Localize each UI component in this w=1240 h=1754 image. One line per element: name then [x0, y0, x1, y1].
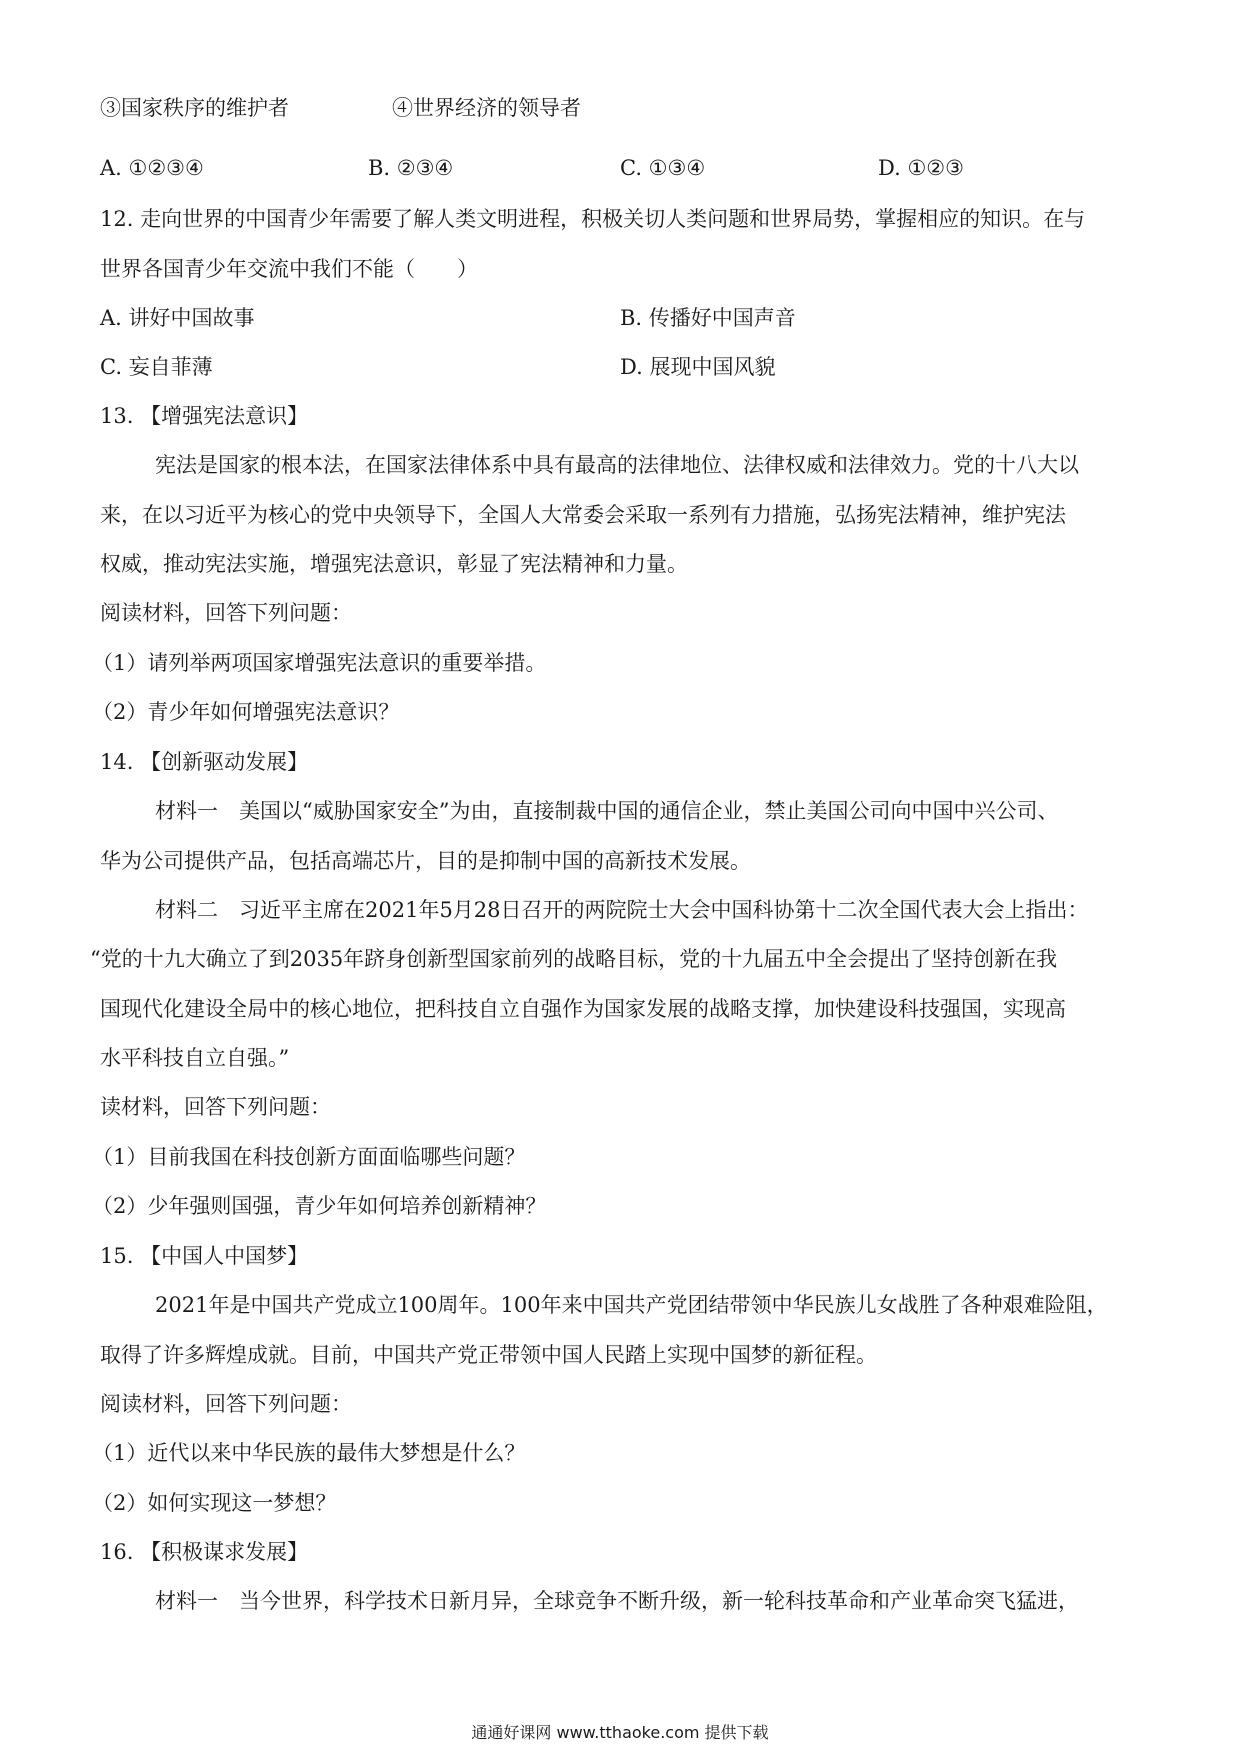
q13-title: 13. 【增强宪法意识】 [100, 404, 309, 428]
q11-option-d: D. ①②③ [878, 156, 964, 180]
q15-question-2: （2）如何实现这一梦想？ [92, 1491, 337, 1515]
q15-material-line-2: 取得了许多辉煌成就。目前，中国共产党正带领中国人民踏上实现中国梦的新征程。 [100, 1343, 877, 1367]
q11-option-b: B. ②③④ [368, 156, 454, 180]
q14-question-2: （2）少年强则国强，青少年如何培养创新精神？ [92, 1194, 547, 1218]
q12-option-a: A. 讲好中国故事 [100, 306, 255, 330]
q13-prompt: 阅读材料，回答下列问题： [100, 601, 352, 625]
q14-material2-line-2: “党的十九大确立了到2035年跻身创新型国家前列的战略目标，党的十九届五中全会提出了坚持创新在我 [90, 947, 1058, 971]
q14-prompt: 读材料，回答下列问题： [100, 1095, 331, 1119]
q15-question-1: （1）近代以来中华民族的最伟大梦想是什么？ [92, 1441, 526, 1465]
q14-material1-line-1: 材料一 美国以“威胁国家安全”为由，直接制裁中国的通信企业，禁止美国公司向中国中兴公司、 [155, 799, 1059, 823]
q13-material-line-1: 宪法是国家的根本法，在国家法律体系中具有最高的法律地位、法律权威和法律效力。党的十八大以 [155, 453, 1079, 477]
q14-material2-line-4: 水平科技自立自强。” [100, 1046, 290, 1070]
q12-stem-line-1: 12. 走向世界的中国青少年需要了解人类文明进程，积极关切人类问题和世界局势，掌握相应的知识。在与 [100, 207, 1086, 231]
q16-title: 16. 【积极谋求发展】 [100, 1540, 309, 1564]
q12-option-b: B. 传播好中国声音 [620, 306, 796, 330]
q12-option-c: C. 妄自菲薄 [100, 355, 213, 379]
q11-item-3: ③国家秩序的维护者 [100, 96, 289, 120]
q13-question-2: （2）青少年如何增强宪法意识？ [92, 700, 400, 724]
q14-material1-line-2: 华为公司提供产品，包括高端芯片，目的是抑制中国的高新技术发展。 [100, 849, 751, 873]
q16-material1-line-1: 材料一 当今世界，科学技术日新月异，全球竞争不断升级，新一轮科技革命和产业革命突飞猛进， [155, 1589, 1079, 1613]
q14-material2-line-3: 国现代化建设全局中的核心地位，把科技自立自强作为国家发展的战略支撑，加快建设科技强国，实现高 [100, 997, 1066, 1021]
q11-option-a: A. ①②③④ [100, 156, 204, 180]
q14-title: 14. 【创新驱动发展】 [100, 750, 309, 774]
q11-option-c: C. ①③④ [620, 156, 706, 180]
q13-material-line-3: 权威，推动宪法实施，增强宪法意识，彰显了宪法精神和力量。 [100, 552, 688, 576]
q15-title: 15. 【中国人中国梦】 [100, 1244, 309, 1268]
q14-material2-line-1: 材料二 习近平主席在2021年5月28日召开的两院院士大会中国科协第十二次全国代表大会上指出： [155, 898, 1089, 922]
q15-prompt: 阅读材料，回答下列问题： [100, 1392, 352, 1416]
q15-material-line-1: 2021年是中国共产党成立100周年。100年来中国共产党团结带领中华民族儿女战胜了各种艰难险阻， [155, 1293, 1108, 1317]
q13-question-1: （1）请列举两项国家增强宪法意识的重要举措。 [92, 651, 547, 675]
page-footer: 通通好课网 www.tthaoke.com 提供下载 [471, 1723, 769, 1742]
q12-stem-line-2: 世界各国青少年交流中我们不能（ ） [100, 257, 478, 281]
q11-item-4: ④世界经济的领导者 [392, 96, 581, 120]
q14-question-1: （1）目前我国在科技创新方面面临哪些问题？ [92, 1145, 526, 1169]
q12-option-d: D. 展现中国风貌 [620, 355, 776, 379]
q13-material-line-2: 来，在以习近平为核心的党中央领导下，全国人大常委会采取一系列有力措施，弘扬宪法精神，维护宪法 [100, 503, 1066, 527]
